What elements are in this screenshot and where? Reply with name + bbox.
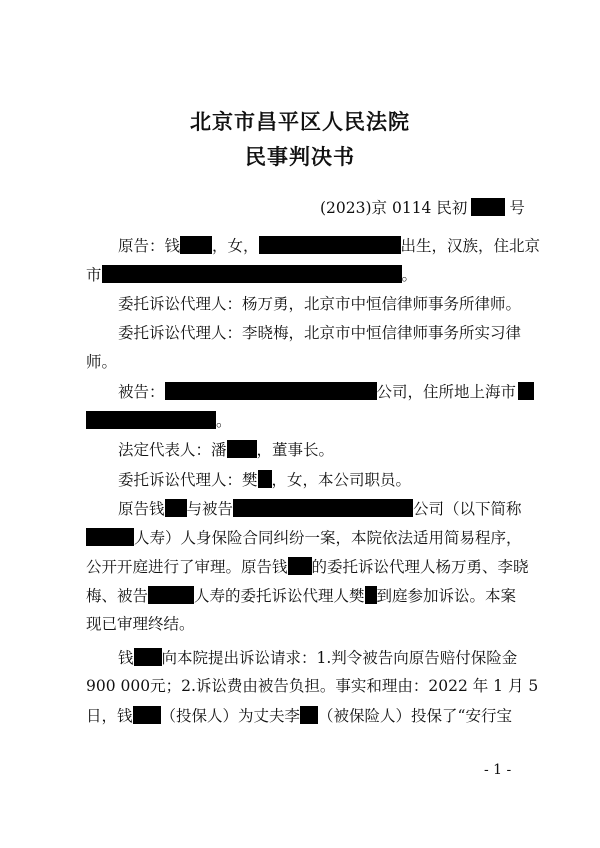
plaintiff-agent-2-cont: 师。 <box>86 353 118 371</box>
body-paragraph-1-l3: 公开开庭进行了审理。原告钱 的委托诉讼代理人杨万勇、李晓 <box>86 558 529 576</box>
body-paragraph-1-l2: 人寿）人身保险合同纠纷一案，本院依法适用简易程序， <box>86 528 522 547</box>
case-number: (2023)京 0114 民初 号 <box>320 199 525 217</box>
body-paragraph-2: 钱 向本院提出诉讼请求：1.判令被告向原告赔付保险金 <box>118 649 518 667</box>
redaction-block <box>259 236 401 254</box>
legal-representative: 法定代表人：潘 ，董事长。 <box>118 441 335 459</box>
redaction-block <box>227 440 257 458</box>
defendant-address: 。 <box>86 411 232 430</box>
defendant-line: 被告： 公司，住所地上海市 <box>118 382 534 401</box>
body-paragraph-2-l3: 日，钱 （投保人）为丈夫李 （被保险人）投保了“安行宝 <box>86 707 512 725</box>
plaintiff-line: 原告：钱 ，女， 出生，汉族，住北京 <box>118 237 541 255</box>
redaction-block <box>165 382 377 400</box>
redaction-block <box>148 586 194 604</box>
redaction-block <box>518 382 534 400</box>
redaction-block <box>258 470 272 488</box>
body-paragraph-2-l2: 900 000元；2.诉讼费由被告负担。事实和理由：2022 年 1 月 5 <box>86 677 539 695</box>
redaction-block <box>165 499 187 517</box>
body-paragraph-1: 原告钱 与被告 公司（以下简称 <box>118 500 522 518</box>
plaintiff-agent-2: 委托诉讼代理人：李晓梅，北京市中恒信律师事务所实习律 <box>118 324 522 342</box>
redaction-block <box>134 648 162 666</box>
body-paragraph-1-l5: 现已审理终结。 <box>86 615 195 633</box>
page-number: - 1 - <box>484 762 512 778</box>
redaction-block <box>233 499 413 517</box>
redaction-block <box>133 706 161 724</box>
redaction-block <box>471 198 505 216</box>
redaction-block <box>180 236 212 254</box>
redaction-block <box>365 586 377 604</box>
document-type: 民事判决书 <box>245 145 355 169</box>
redaction-block <box>300 706 318 724</box>
redaction-block <box>102 265 402 283</box>
plaintiff-agent-1: 委托诉讼代理人：杨万勇，北京市中恒信律师事务所律师。 <box>118 295 522 313</box>
court-name: 北京市昌平区人民法院 <box>190 110 410 134</box>
body-paragraph-1-l4: 梅、被告 人寿的委托诉讼代理人樊 到庭参加诉讼。本案 <box>86 587 517 605</box>
plaintiff-address: 市 。 <box>86 266 418 284</box>
redaction-block <box>86 411 216 429</box>
redaction-block <box>288 557 312 575</box>
defendant-agent: 委托诉讼代理人：樊 ，女，本公司职员。 <box>118 471 412 489</box>
redaction-block <box>86 528 134 546</box>
